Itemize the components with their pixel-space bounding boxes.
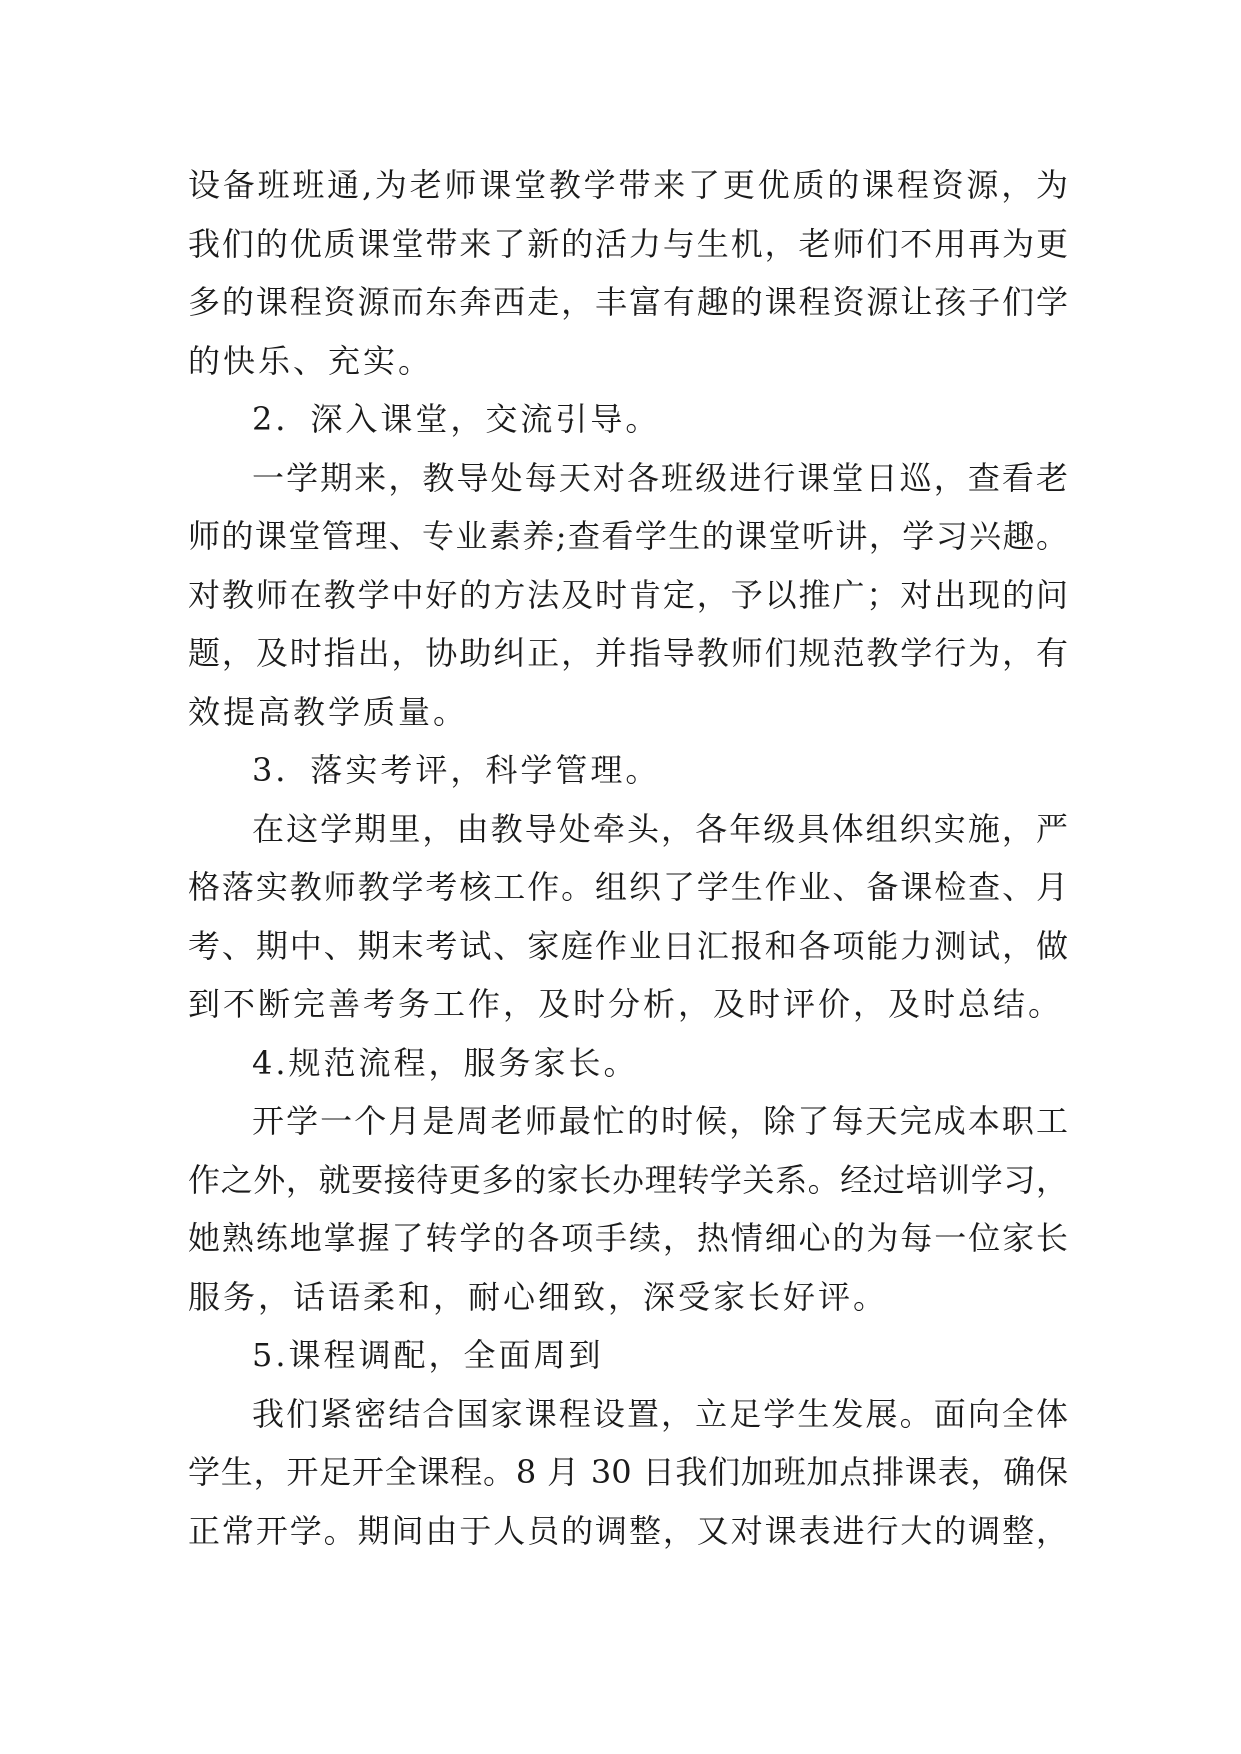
section-heading: 4.规范流程，服务家长。 [252, 1043, 639, 1082]
section-heading: 3．落实考评，科学管理。 [252, 751, 661, 789]
paragraph-line: 题，及时指出，协助纠正，并指导教师们规范教学行为，有 [188, 634, 1068, 672]
section-heading: 5.课程调配，全面周到 [252, 1336, 604, 1374]
paragraph-line: 设备班班通,为老师课堂教学带来了更优质的课程资源，为 [188, 166, 1068, 204]
paragraph-line: 在这学期里，由教导处牵头，各年级具体组织实施，严 [252, 809, 1068, 848]
paragraph-line: 开学一个月是周老师最忙的时候，除了每天完成本职工 [252, 1102, 1068, 1140]
paragraph-line: 我们的优质课堂带来了新的活力与生机，老师们不用再为更 [188, 224, 1068, 263]
document-body [188, 156, 1068, 1560]
paragraph-line: 的快乐、充实。 [188, 341, 434, 380]
section-heading: 2．深入课堂，交流引导。 [252, 400, 661, 438]
paragraph-line: 师的课堂管理、专业素养;查看学生的课堂听讲，学习兴趣。 [188, 517, 1068, 555]
paragraph-line: 我们紧密结合国家课程设置，立足学生发展。面向全体 [252, 1394, 1068, 1433]
paragraph-line: 对教师在教学中好的方法及时肯定，予以推广；对出现的问 [188, 575, 1068, 614]
paragraph-line: 她熟练地掌握了转学的各项手续，热情细心的为每一位家长 [188, 1219, 1068, 1257]
paragraph-line: 一学期来，教导处每天对各班级进行课堂日巡，查看老 [252, 458, 1068, 497]
paragraph-line: 效提高教学质量。 [188, 692, 469, 731]
paragraph-line: 考、期中、期末考试、家庭作业日汇报和各项能力测试，做 [188, 926, 1068, 965]
paragraph-line: 正常开学。期间由于人员的调整，又对课表进行大的调整， [188, 1511, 1068, 1550]
paragraph-line: 格落实教师教学考核工作。组织了学生作业、备课检查、月 [188, 868, 1068, 906]
paragraph-line: 多的课程资源而东奔西走，丰富有趣的课程资源让孩子们学 [188, 283, 1068, 321]
paragraph-line: 学生，开足开全课程。8 月 30 日我们加班加点排课表，确保 [188, 1453, 1068, 1491]
paragraph-line: 到不断完善考务工作，及时分析，及时评价，及时总结。 [188, 985, 1064, 1023]
paragraph-line: 作之外，就要接待更多的家长办理转学关系。经过培训学习， [188, 1160, 1068, 1199]
paragraph-line: 服务，话语柔和，耐心细致，深受家长好评。 [188, 1277, 889, 1316]
